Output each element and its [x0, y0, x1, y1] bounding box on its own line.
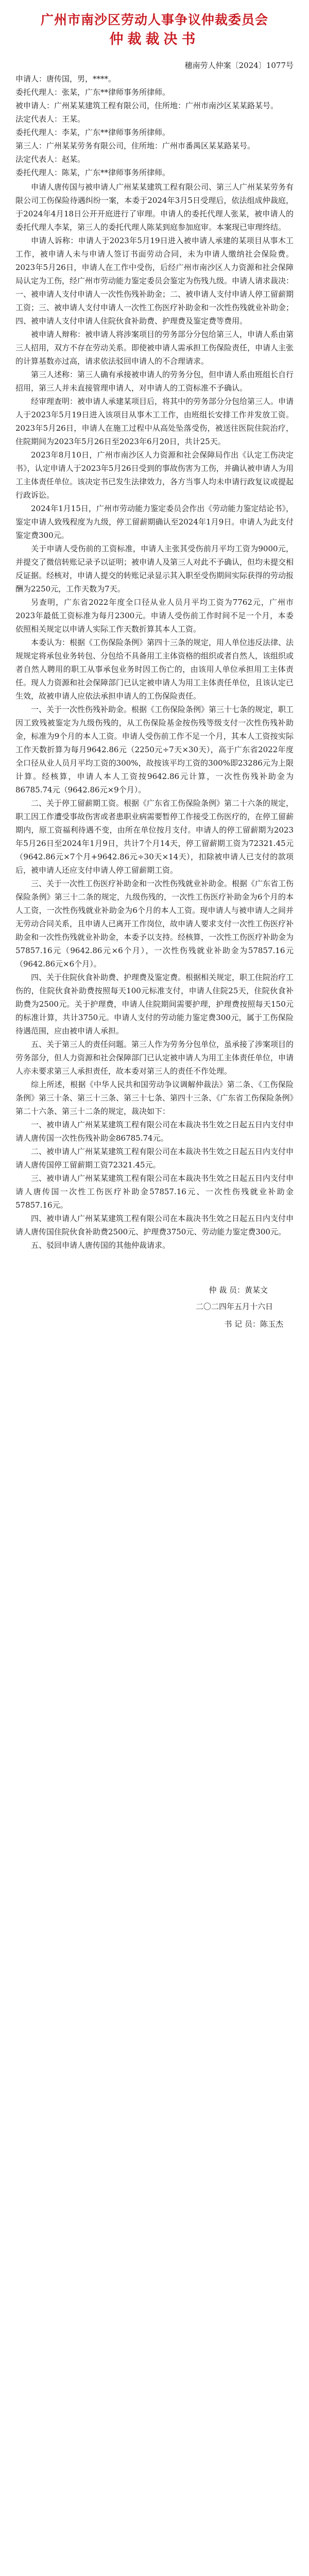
parties-section — [15, 72, 294, 179]
ruling-item: 三、被申请人广州某某建筑工程有限公司在本裁决书生效之日起五日内支付申请人唐传国一次性工伤医疗补助金57857.16元、一次性伤残就业补助金57857.16元。 — [15, 1174, 294, 1210]
case-number: 穗南劳人仲案〔2024〕1077号 — [184, 61, 294, 70]
body-paragraph: 经审理查明：被申请人承建某项目后，将其中的劳务部分分包给第三人。申请人于2023年5月19日进入该项目从事木工工作，由班组长安排工作并发放工资。2023年5月26日，申请人在施工过程中从高处坠落受伤，被送往医院住院治疗，住院期间为2023年5月26日至2023年6月20日，共计25天。 — [15, 397, 294, 446]
body-paragraph: 2024年1月15日，广州市劳动能力鉴定委员会作出《劳动能力鉴定结论书》，鉴定申请人致残程度为九级，停工留薪期确认至2024年1月9日。申请人为此支付鉴定费300元。 — [15, 504, 294, 540]
ruling-item: 二、被申请人广州某某建筑工程有限公司在本裁决书生效之日起五日内支付申请人唐传国停工留薪期工资72321.45元。 — [15, 1147, 294, 1170]
body-paragraph: 申请人唐传国与被申请人广州某某建筑工程有限公司、第三人广州某某劳务有限公司工伤保险待遇纠纷一案，本委于2024年3月5日受理后，依法组成仲裁庭，于2024年4月18日公开开庭进行了审理。申请人的委托代理人张某，被申请人的委托代理人李某，第三人的委托代理人陈某到庭参加庭审。本案现已审理终结。 — [15, 182, 294, 232]
body-paragraph: 另查明，广东省2022年度全口径从业人员月平均工资为7762元，广州市2023年最低工资标准为每月2300元。申请人受伤前工作时间不足一个月，本委依照相关规定以申请人实际工作天数折算其本人工资。 — [15, 598, 294, 634]
party-line: 委托代理人：张某，广东**律师事务所律师。 — [15, 88, 170, 97]
body-paragraph: 被申请人辩称：被申请人将涉案项目的劳务部分分包给第三人，申请人系由第三人招用，双方不存在劳动关系。即使被申请人需承担工伤保险责任，申请人主张的计算基数亦过高，请求依法驳回申请人的不合理请求。 — [15, 330, 294, 366]
party-line: 委托代理人：陈某，广东**律师事务所律师。 — [15, 168, 170, 177]
body-paragraph: 申请人诉称：申请人于2023年5月19日进入被申请人承建的某项目从事木工工作，被申请人未与申请人签订书面劳动合同，未为申请人缴纳社会保险费。2023年5月26日，申请人在工作中受伤，后经广州市南沙区人力资源和社会保障局认定为工伤，经广州市劳动能力鉴定委员会鉴定为伤残九级。申请人请求裁决：一、被申请人支付申请人一次性伤残补助金；二、被申请人支付申请人停工留薪期工资；三、被申请人支付申请人一次性工伤医疗补助金和一次性伤残就业补助金；四、被申请人支付申请人住院伙食补助费、护理费及鉴定费等费用。 — [15, 236, 294, 326]
body-paragraph: 三、关于一次性工伤医疗补助金和一次性伤残就业补助金。根据《广东省工伤保险条例》第三十二条的规定，九级伤残的，一次性工伤医疗补助金为6个月的本人工资，一次性伤残就业补助金为6个月的本人工资。现申请人与被申请人之间并无劳动合同关系，且申请人已离开工作岗位，故申请人要求支付一次性工伤医疗补助金和一次性伤残就业补助金，本委予以支持。经核算，一次性工伤医疗补助金为57857.16元（9642.86元×6个月），一次性伤残就业补助金为57857.16元（9642.86元×6个月）。 — [15, 879, 294, 969]
body-paragraph: 2023年8月10日，广州市南沙区人力资源和社会保障局作出《认定工伤决定书》，认定申请人于2023年5月26日受到的事故伤害为工伤，并确认被申请人为用工主体责任单位。该决定书已发生法律效力，各方当事人均未申请行政复议或提起行政诉讼。 — [15, 450, 294, 500]
document-body — [15, 180, 294, 1252]
body-paragraph: 本委认为：根据《工伤保险条例》第四十三条的规定，用人单位违反法律、法规规定将承包业务转包、分包给不具备用工主体资格的组织或者自然人，该组织或者自然人聘用的职工从事承包业务时因工伤亡的，由该用人单位承担用工主体责任。现人力资源和社会保障部门已认定被申请人为用工主体责任单位，且该认定已生效，故被申请人应依法承担申请人的工伤保险责任。 — [15, 638, 294, 701]
party-line: 被申请人：广州某某建筑工程有限公司，住所地：广州市南沙区某某路某号。 — [15, 101, 279, 110]
body-paragraph: 四、关于住院伙食补助费、护理费及鉴定费。根据相关规定，职工住院治疗工伤的，住院伙食补助费按照每天100元标准支付，申请人住院25天，住院伙食补助费为2500元。关于护理费，申请人住院期间需要护理，护理费按照每天150元的标准计算，共计3750元。申请人支付的劳动能力鉴定费300元，属于工伤保险待遇范围，应由被申请人承担。 — [15, 973, 294, 1036]
body-paragraph: 五、关于第三人的责任问题。第三人作为劳务分包单位，虽承接了涉案项目的劳务部分，但人力资源和社会保障部门已认定被申请人为用工主体责任单位，申请人亦未要求第三人承担责任，故本委对第三人的责任不作处理。 — [15, 1040, 294, 1076]
party-line: 委托代理人：李某，广东**律师事务所律师。 — [15, 128, 170, 137]
party-line: 第三人：广州某某劳务有限公司，住所地：广州市番禺区某某路某号。 — [15, 141, 255, 150]
party-line: 法定代表人：王某。 — [15, 114, 85, 124]
ruling-date: 二〇二四年五月十六日 — [195, 1302, 273, 1311]
party-line: 法定代表人：赵某。 — [15, 155, 85, 164]
appeal-notice: 五、驳回申请人唐传国的其他仲裁请求。 — [31, 1241, 170, 1250]
body-paragraph: 关于申请人受伤前的工资标准，申请人主张其受伤前月平均工资为9000元，并提交了微信转账记录予以证明；被申请人及第三人对此不予确认，但均未提交相反证据。经核对，申请人提交的转账记录显示其入职至受伤期间实际获得的劳动报酬为2250元，工作天数为7天。 — [15, 544, 294, 594]
arbitrator-signature: 仲 裁 员：黄某文 — [209, 1285, 268, 1295]
ruling-item: 四、被申请人广州某某建筑工程有限公司在本裁决书生效之日起五日内支付申请人唐传国住院伙食补助费2500元、护理费3750元、劳动能力鉴定费300元。 — [15, 1214, 294, 1236]
ruling-item: 综上所述，根据《中华人民共和国劳动争议调解仲裁法》第二条、《工伤保险条例》第三十条、第三十三条、第三十七条、第四十三条、《广东省工伤保险条例》第二十六条、第三十二条的规定，裁决如下： — [15, 1080, 294, 1116]
party-line: 申请人：唐传国，男，****。 — [15, 74, 116, 83]
document-title: 广州市南沙区劳动人事争议仲裁委员会 — [40, 12, 268, 27]
body-paragraph: 一、关于一次性伤残补助金。根据《工伤保险条例》第三十七条的规定，职工因工致残被鉴定为九级伤残的，从工伤保险基金按伤残等级支付一次性伤残补助金，标准为9个月的本人工资。申请人受伤前工作不足一个月，其本人工资按实际工作天数折算为每月9642.86元（2250元÷7天×30天），高于广东省2022年度全口径从业人员月平均工资的300%，故按该平均工资的300%即23286元为上限计算。经核算，申请人本人工资按9642.86元计算，一次性伤残补助金为86785.74元（9642.86元×9个月）。 — [15, 705, 294, 794]
clerk-signature: 书 记 员：陈玉杰 — [224, 1319, 283, 1329]
document-subtitle: 仲裁裁决书 — [109, 31, 200, 47]
body-paragraph: 第三人述称：第三人确有承接被申请人的劳务分包，但申请人系由班组长自行招用，第三人并未直接管理申请人，对申请人的工资标准不予确认。 — [15, 370, 294, 393]
body-paragraph: 二、关于停工留薪期工资。根据《广东省工伤保险条例》第二十六条的规定，职工因工作遭受事故伤害或者患职业病需要暂停工作接受工伤医疗的，在停工留薪期内，原工资福利待遇不变，由所在单位按月支付。申请人的停工留薪期为2023年5月26日至2024年1月9日，共计7个月14天，停工留薪期工资为72321.45元（9642.86元×7个月+9642.86元÷30天×14天），扣除被申请人已支付的款项后，被申请人还应支付申请人停工留薪期工资。 — [15, 799, 294, 875]
ruling-item: 一、被申请人广州某某建筑工程有限公司在本裁决书生效之日起五日内支付申请人唐传国一次性伤残补助金86785.74元。 — [15, 1120, 294, 1143]
